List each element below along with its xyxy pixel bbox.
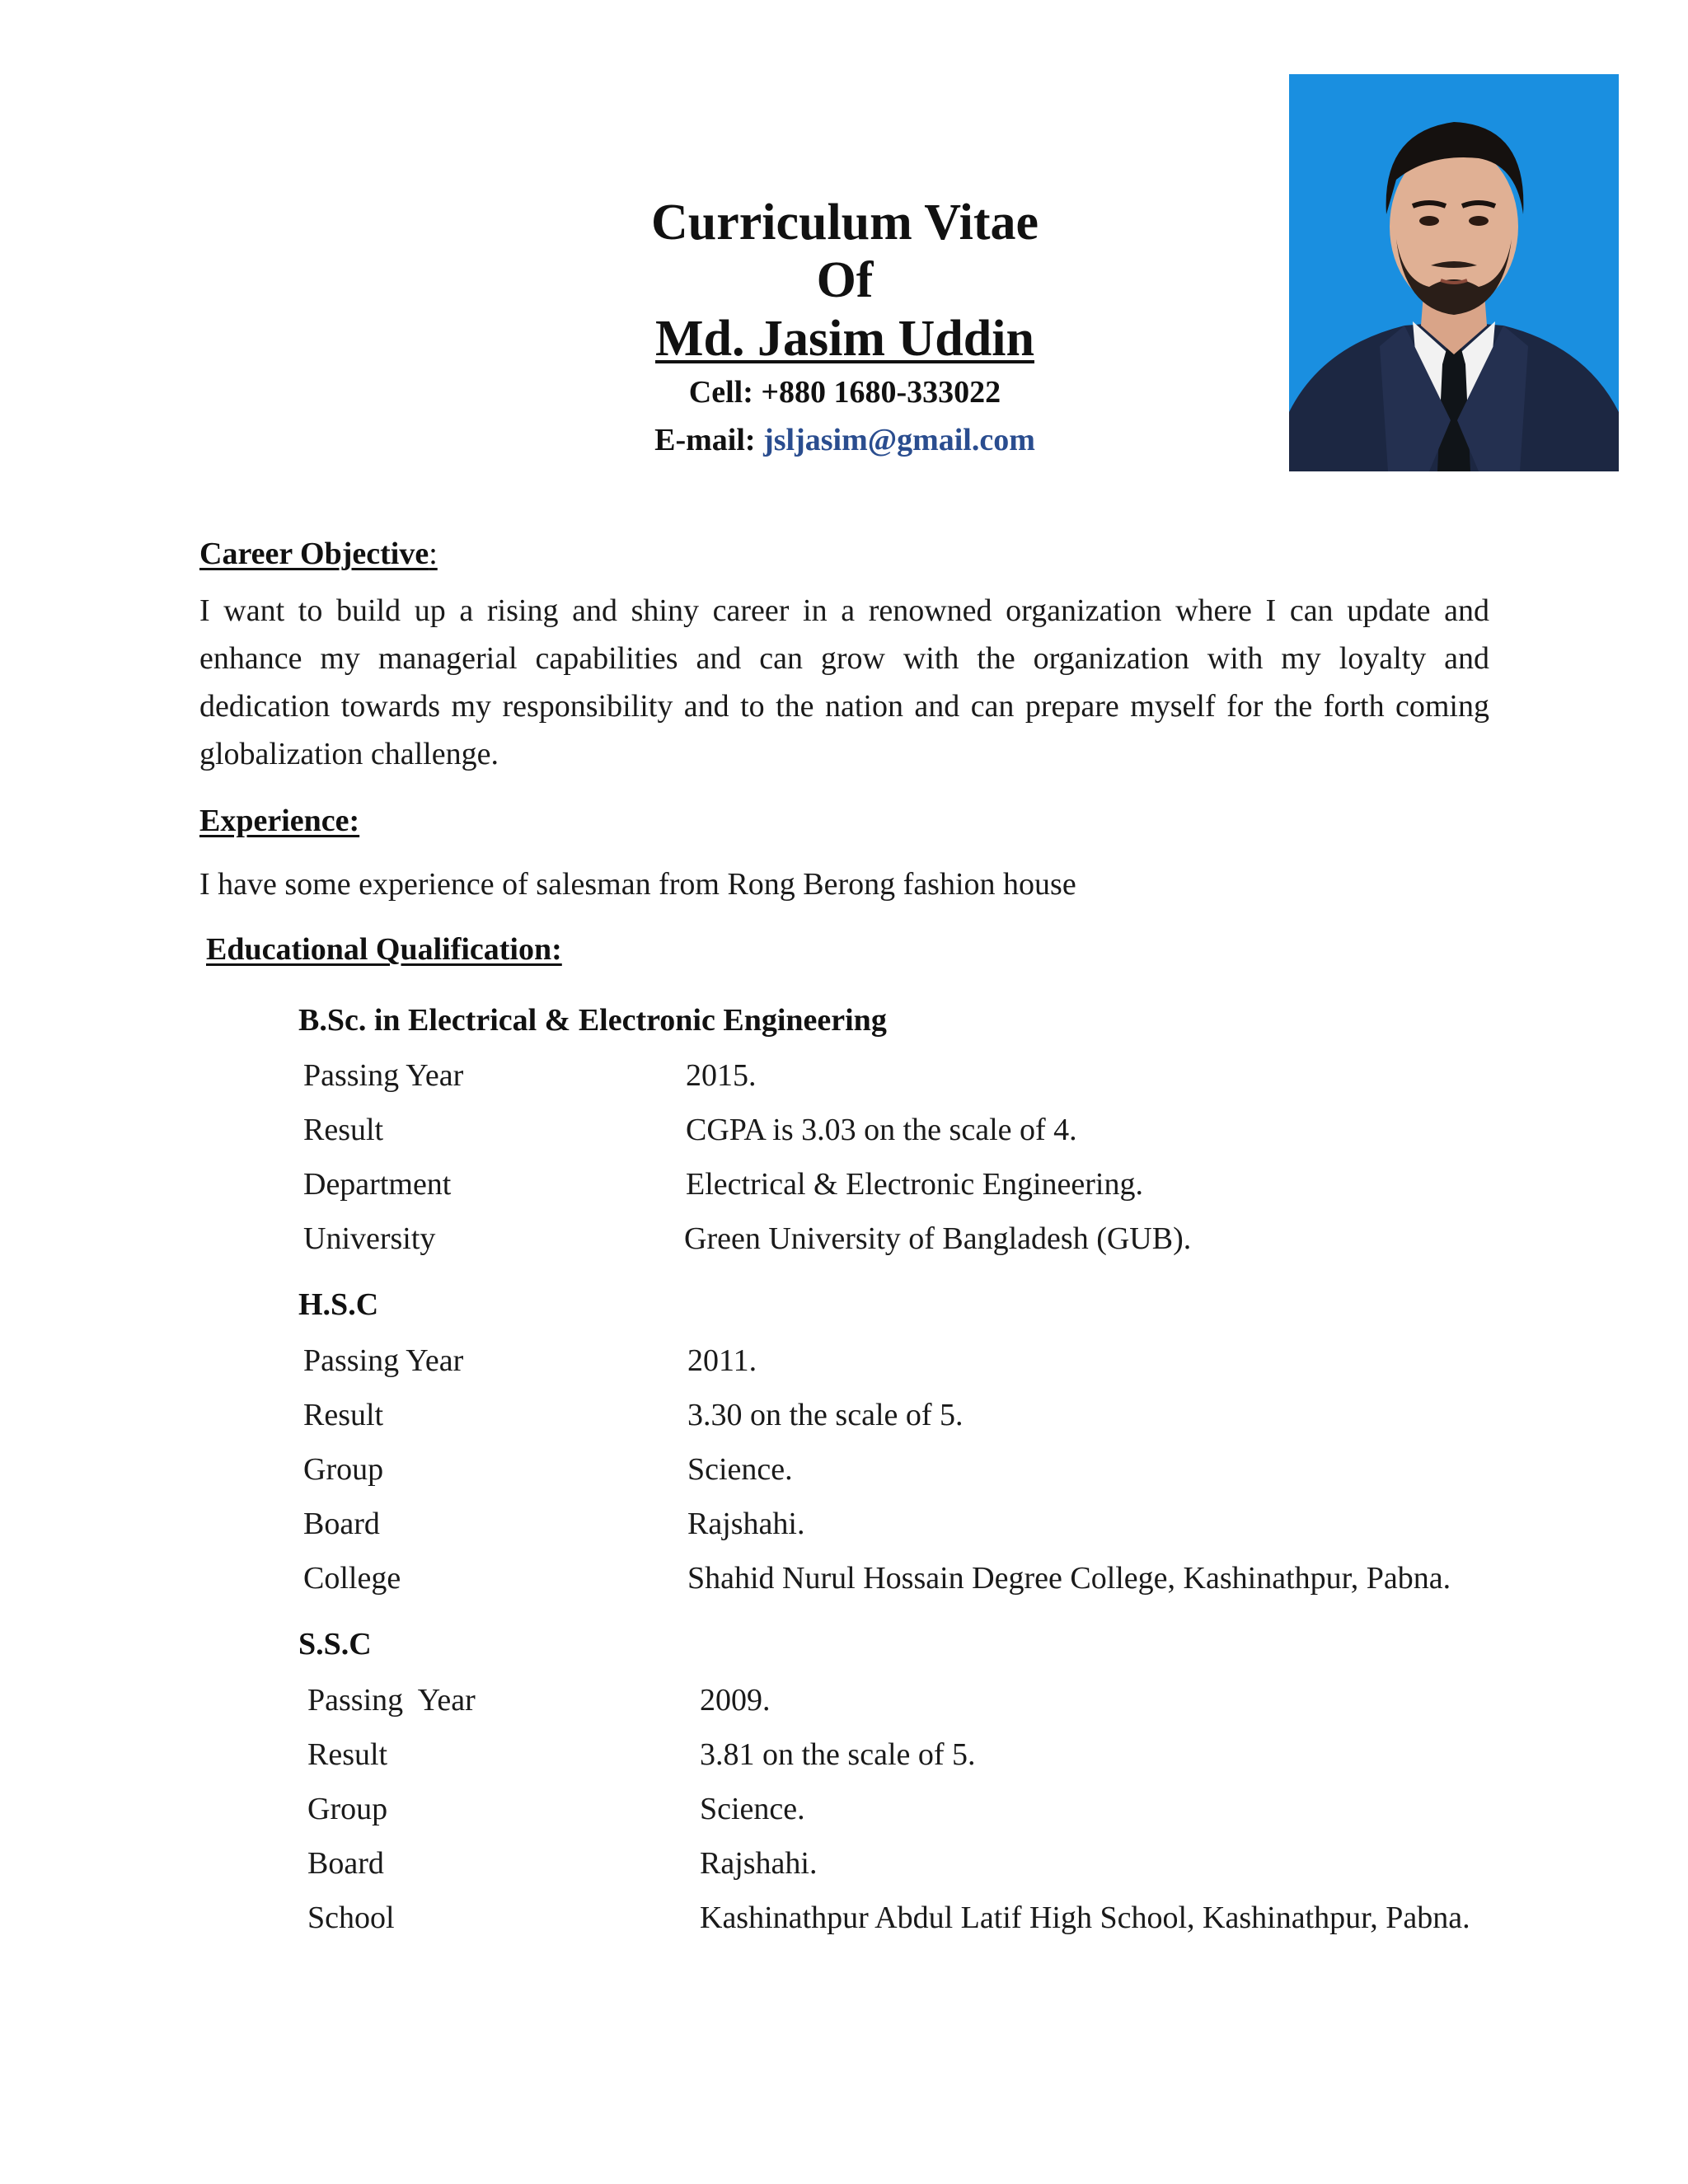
edu-value: Science. <box>687 1452 793 1487</box>
edu-label: Board <box>307 1846 384 1881</box>
edu-label: Group <box>307 1792 388 1826</box>
email-label: E-mail: <box>654 423 756 457</box>
edu-value: 2011. <box>687 1343 757 1378</box>
document-title: Curriculum Vitae <box>650 194 1039 251</box>
experience-text: I have some experience of salesman from Rong Berong fashion house <box>199 867 1076 902</box>
edu-label: Board <box>303 1507 380 1541</box>
edu-value: Rajshahi. <box>687 1507 805 1541</box>
edu-value: 3.30 on the scale of 5. <box>687 1398 964 1432</box>
edu-value: 2009. <box>700 1683 771 1718</box>
edu-label: College <box>303 1561 401 1596</box>
edu-label: Result <box>307 1737 388 1772</box>
candidate-name <box>519 309 1170 368</box>
email-link[interactable]: jsljasim@gmail.com <box>763 423 1035 457</box>
career-objective-colon: : <box>429 537 438 571</box>
edu-label: School <box>307 1900 395 1935</box>
edu-label: Department <box>303 1167 452 1202</box>
career-objective-text: I want to build up a rising and shiny career in a renowned organization where I can update and enhance my managerial capabilities and can grow with the organization with my loyalty and dedication towards my responsibility and to the nation and can prepare myself for the forth coming globalization challenge. <box>199 593 1489 771</box>
edu-value: Science. <box>700 1792 805 1826</box>
edu-label: Group <box>303 1452 384 1487</box>
edu-label: University <box>303 1221 436 1256</box>
edu-label: Passing Year <box>303 1058 464 1093</box>
career-objective-heading <box>199 534 438 574</box>
degree-title-bsc: B.Sc. in Electrical & Electronic Engineering <box>298 1003 887 1038</box>
cv-header <box>519 194 1170 464</box>
edu-value: 3.81 on the scale of 5. <box>700 1737 976 1772</box>
edu-value: Shahid Nurul Hossain Degree College, Kashinathpur, Pabna. <box>687 1561 1451 1596</box>
edu-label: Result <box>303 1398 384 1432</box>
email-line <box>519 416 1170 464</box>
edu-value: Electrical & Electronic Engineering. <box>686 1167 1143 1202</box>
edu-value: Kashinathpur Abdul Latif High School, Kashinathpur, Pabna. <box>700 1900 1470 1935</box>
edu-value: Green University of Bangladesh (GUB). <box>684 1221 1192 1256</box>
cell-value: +880 1680-333022 <box>761 375 1001 410</box>
education-heading: Educational Qualification: <box>206 932 562 967</box>
edu-value: Rajshahi. <box>700 1846 818 1881</box>
candidate-name-text: Md. Jasim Uddin <box>655 311 1034 367</box>
degree-title-hsc: H.S.C <box>298 1287 379 1322</box>
document-title-of: Of <box>816 252 874 308</box>
profile-photo-illustration <box>1289 74 1619 471</box>
edu-label: Passing Year <box>303 1343 464 1378</box>
profile-photo <box>1289 74 1619 471</box>
edu-label: Passing Year <box>307 1683 476 1718</box>
cell-line <box>519 368 1170 416</box>
cell-label: Cell: <box>688 375 753 410</box>
edu-value: CGPA is 3.03 on the scale of 4. <box>686 1113 1077 1147</box>
edu-value: 2015. <box>686 1058 757 1093</box>
edu-label: Result <box>303 1113 384 1147</box>
experience-heading: Experience: <box>199 804 360 838</box>
career-objective-heading-text: Career Objective <box>199 537 429 571</box>
degree-title-ssc: S.S.C <box>298 1627 372 1661</box>
